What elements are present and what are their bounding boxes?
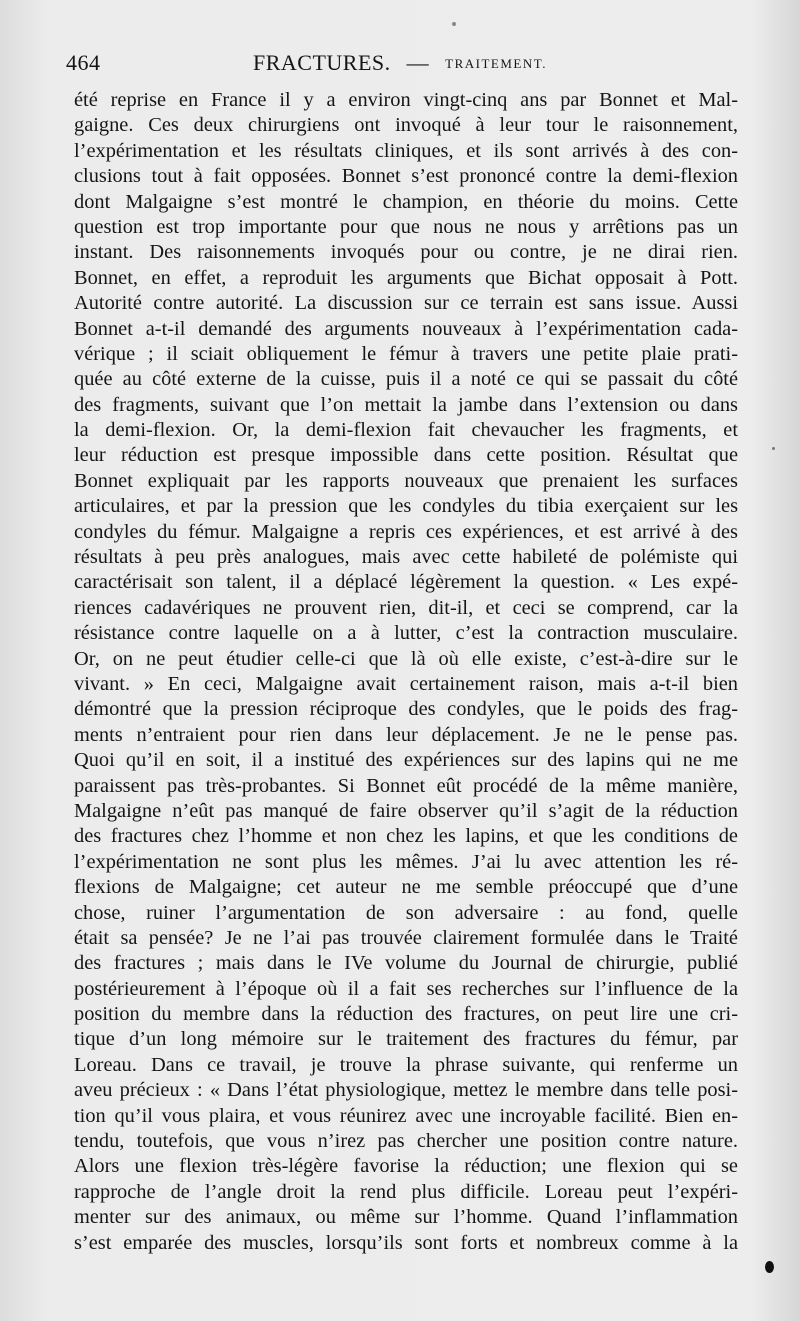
text-line: la demi-flexion. Or, la demi-flexion fait chevaucher les fragments, et — [74, 419, 738, 442]
text-line: Bonnet, en effet, a reproduit les arguments que Bichat opposait à Pott. — [74, 266, 738, 289]
chapter-title: FRACTURES. — [253, 50, 391, 75]
text-line: résistance contre laquelle on a à lutter, c’est la contraction musculaire. — [74, 622, 738, 645]
text-line: s’est emparée des muscles, lorsqu’ils sont forts et nombreux comme à la — [74, 1231, 738, 1254]
text-line: Bonnet a-t-il demandé des arguments nouveaux à l’expérimentation cada- — [74, 317, 738, 340]
text-line: était sa pensée? Je ne l’ai pas trouvée clairement formulée dans le Traité — [74, 926, 738, 949]
text-line: instant. Des raisonnements invoqués pour ou contre, je ne dirai rien. — [74, 241, 738, 264]
text-line: dont Malgaigne s’est montré le champion, en théorie du moins. Cette — [74, 190, 738, 213]
text-line: l’expérimentation et les résultats cliniques, et ils sont arrivés à des con- — [74, 139, 738, 162]
text-line: chose, ruiner l’argumentation de son adversaire : au fond, quelle — [74, 901, 738, 924]
print-speck — [772, 447, 775, 450]
text-line: Loreau. Dans ce travail, je trouve la phrase suivante, qui renferme un — [74, 1053, 738, 1076]
text-line: tion qu’il vous plaira, et vous réunirez avec une incroyable facilité. Bien en- — [74, 1104, 738, 1127]
text-line: quée au côté externe de la cuisse, puis il a noté ce qui se passait du côté — [74, 368, 738, 391]
ink-dot — [765, 1261, 774, 1273]
text-line: position du membre dans la réduction des fractures, on peut lire une cri- — [74, 1003, 738, 1026]
text-line: Malgaigne n’eût pas manqué de faire observer qu’il s’agit de la réduction — [74, 799, 738, 822]
text-line: des fragments, suivant que l’on mettait la jambe dans l’extension ou dans — [74, 393, 738, 416]
text-line: paraissent pas très-probantes. Si Bonnet eût procédé de la même manière, — [74, 774, 738, 797]
text-line: clusions tout à fait opposées. Bonnet s’est prononcé contre la demi-flexion — [74, 165, 738, 188]
print-speck — [452, 22, 456, 26]
text-line: aveu précieux : « Dans l’état physiologique, mettez le membre dans telle posi- — [74, 1079, 738, 1102]
section-title: TRAITEMENT. — [445, 56, 547, 71]
running-header — [62, 46, 738, 80]
text-line: Autorité contre autorité. La discussion sur ce terrain est sans issue. Aussi — [74, 292, 738, 315]
running-title — [62, 50, 738, 76]
page-number: 464 — [66, 50, 101, 75]
text-line: ments n’entraient pour rien dans leur déplacement. Je ne le pense pas. — [74, 723, 738, 746]
text-line: leur réduction est presque impossible dans cette position. Résultat que — [74, 444, 738, 467]
text-line: flexions de Malgaigne; cet auteur ne me semble préoccupé que d’une — [74, 876, 738, 899]
text-line: caractérisait son talent, il a déplacé légèrement la question. « Les expé- — [74, 571, 738, 594]
text-line: rapproche de l’angle droit la rend plus difficile. Loreau peut l’expéri- — [74, 1180, 738, 1203]
text-line: postérieurement à l’époque où il a fait ses recherches sur l’influence de la — [74, 977, 738, 1000]
text-line: résultats à peu près analogues, mais avec cette habileté de polémiste qui — [74, 546, 738, 569]
text-line: Or, on ne peut étudier celle-ci que là où elle existe, c’est-à-dire sur le — [74, 647, 738, 670]
text-line: été reprise en France il y a environ vingt-cinq ans par Bonnet et Mal- — [74, 89, 738, 111]
text-line: des fractures chez l’homme et non chez les lapins, et que les conditions de — [74, 825, 738, 848]
text-line: des fractures ; mais dans le IVe volume du Journal de chirurgie, publié — [74, 952, 738, 975]
text-line: riences cadavériques ne prouvent rien, dit-il, et ceci se comprend, car la — [74, 596, 738, 619]
text-line: Quoi qu’il en soit, il a institué des expériences sur des lapins qui ne me — [74, 749, 738, 772]
text-line: condyles du fémur. Malgaigne a repris ces expériences, et est arrivé à des — [74, 520, 738, 543]
text-line: Alors une flexion très-légère favorise la réduction; une flexion qui se — [74, 1155, 738, 1178]
text-line: gaigne. Ces deux chirurgiens ont invoqué à leur tour le raisonnement, — [74, 114, 738, 137]
text-line: question est trop importante pour que nous ne nous y arrêtions pas un — [74, 215, 738, 238]
text-line: tendu, toutefois, que vous n’irez pas chercher une position contre nature. — [74, 1130, 738, 1153]
text-line: articulaires, et par la pression que les condyles du tibia exerçaient sur les — [74, 495, 738, 518]
text-line: vivant. » En ceci, Malgaigne avait certainement raison, mais a-t-il bien — [74, 672, 738, 695]
body-text — [74, 88, 738, 1256]
title-separator: — — [406, 50, 430, 75]
text-line: menter sur des animaux, ou même sur l’homme. Quand l’inflammation — [74, 1206, 738, 1229]
text-line: vérique ; il sciait obliquement le fémur à travers une petite plaie prati- — [74, 342, 738, 365]
text-line: Bonnet expliquait par les rapports nouveaux que prenaient les surfaces — [74, 469, 738, 492]
text-line: tique d’un long mémoire sur le traitement des fractures du fémur, par — [74, 1028, 738, 1051]
text-line: l’expérimentation ne sont plus les mêmes. J’ai lu avec attention les ré- — [74, 850, 738, 873]
text-line: démontré que la pression réciproque des condyles, que le poids des frag- — [74, 698, 738, 721]
